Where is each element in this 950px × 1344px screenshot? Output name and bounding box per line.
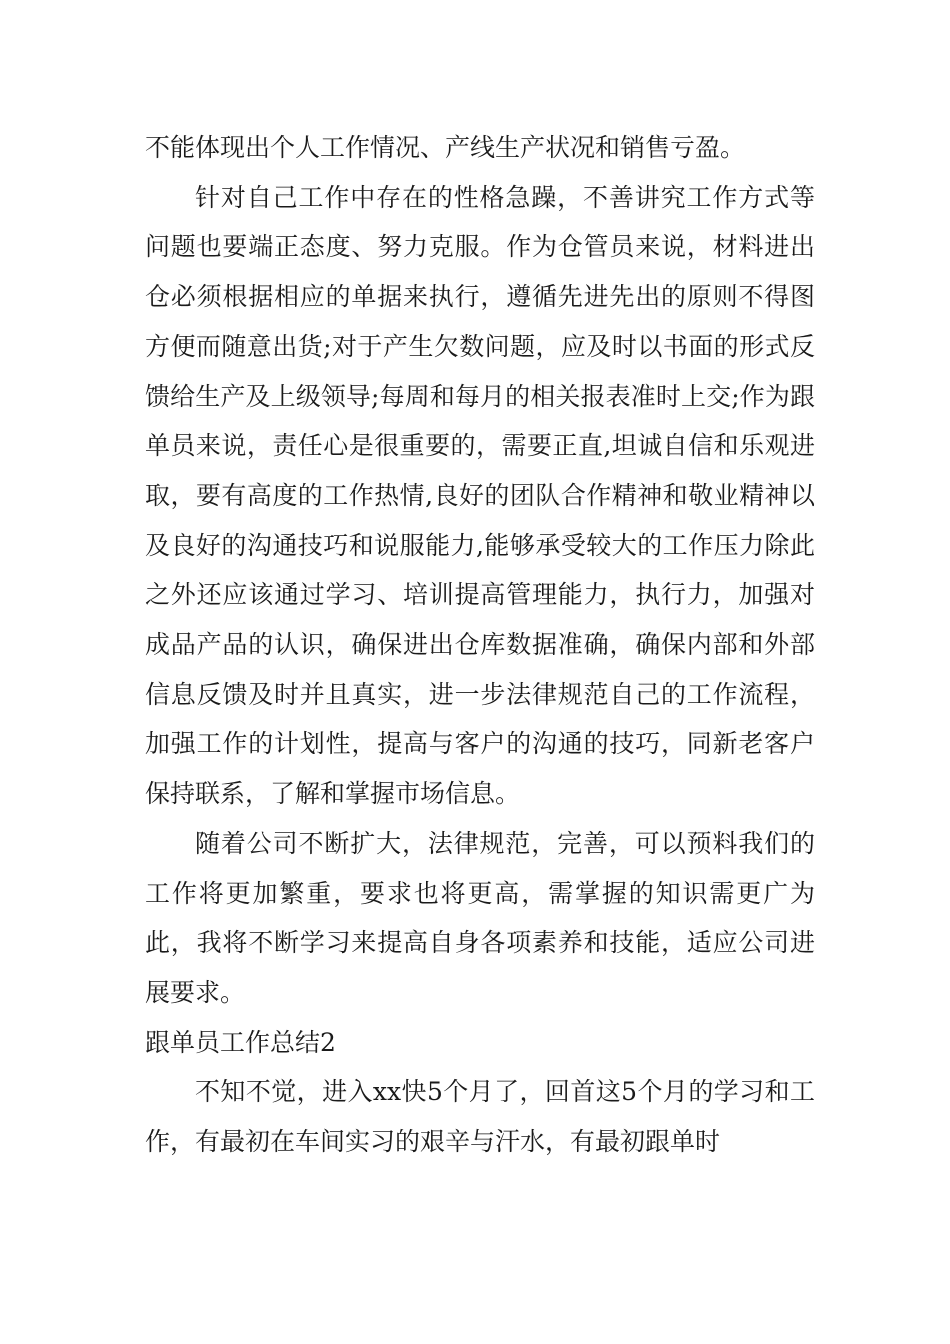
paragraph-company-growth: 随着公司不断扩大，法律规范，完善，可以预料我们的工作将更加繁重，要求也将更高，需掌握的知识需更广为此，我将不断学习来提高自身各项素养和技能，适应公司进展要求。 [145, 828, 815, 1007]
document-body [145, 123, 815, 1167]
paragraph-work-improvement: 针对自己工作中存在的性格急躁，不善讲究工作方式等问题也要端正态度、努力克服。作为仓管员来说，材料进出仓必须根据相应的单据来执行，遵循先进先出的原则不得图方便而随意出货;对于产生欠数问题，应及时以书面的形式反馈给生产及上级领导;每周和每月的相关报表准时上交;作为跟单员来说，责任心是很重要的，需要正直,坦诚自信和乐观进取，要有高度的工作热情,良好的团队合作精神和敬业精神以及良好的沟通技巧和说服能力,能够承受较大的工作压力除此之外还应该通过学习、培训提高管理能力，执行力，加强对成品产品的认识，确保进出仓库数据准确，确保内部和外部信息反馈及时并且真实，进一步法律规范自己的工作流程，加强工作的计划性，提高与客户的沟通的技巧，同新老客户保持联系，了解和掌握市场信息。 [145, 182, 815, 809]
paragraph-continuation: 不能体现出个人工作情况、产线生产状况和销售亏盈。 [145, 133, 746, 162]
paragraph-summary-intro: 不知不觉，进入xx快5个月了，回首这5个月的学习和工作，有最初在车间实习的艰辛与汗水，有最初跟单时 [145, 1077, 815, 1157]
section-heading: 跟单员工作总结2 [145, 1027, 336, 1057]
